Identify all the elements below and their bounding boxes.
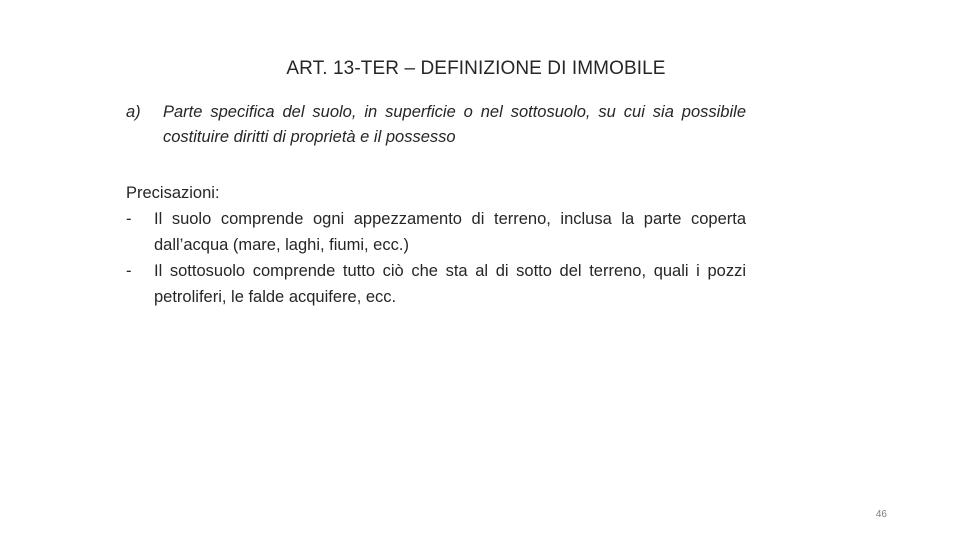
slide-title: ART. 13-TER – DEFINIZIONE DI IMMOBILE <box>286 58 666 79</box>
note-bullet: - <box>126 210 132 228</box>
note-bullet: - <box>126 262 132 280</box>
note-item-suolo <box>126 206 746 258</box>
note-text-sottosuolo: Il sottosuolo comprende tutto ciò che sta al di sotto del terreno, quali i pozzi petroliferi, le falde acquifere, ecc. <box>154 262 746 306</box>
definition-text: Parte specifica del suolo, in superficie o nel sottosuolo, su cui sia possibile costituire diritti di proprietà e il possesso <box>163 103 746 146</box>
page-number: 46 <box>875 509 887 520</box>
definition-marker: a) <box>126 103 141 121</box>
definition-block <box>126 100 746 150</box>
definition-item <box>126 100 746 150</box>
note-item-sottosuolo <box>126 258 746 310</box>
notes-block <box>126 180 746 310</box>
note-text-suolo: Il suolo comprende ogni appezzamento di terreno, inclusa la parte coperta dall’acqua (mare, laghi, fiumi, ecc.) <box>154 210 746 254</box>
notes-heading: Precisazioni: <box>126 184 220 202</box>
